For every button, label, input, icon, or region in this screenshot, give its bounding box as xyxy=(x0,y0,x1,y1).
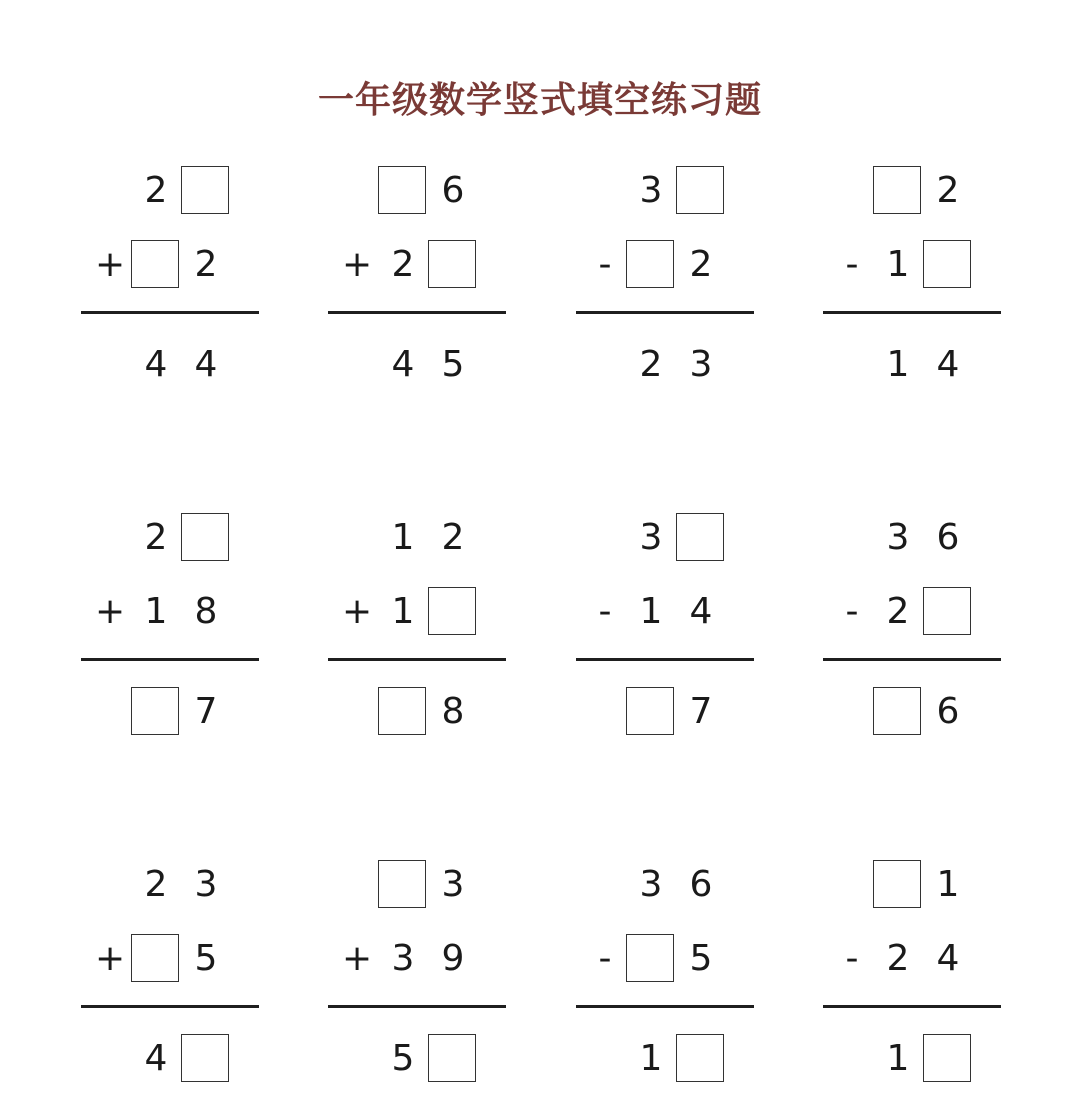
minuend-row xyxy=(81,857,261,913)
plus-sign: + xyxy=(95,591,126,632)
tens-digit: 1 xyxy=(391,517,415,558)
ones-digit: 4 xyxy=(689,591,713,632)
answer-box[interactable] xyxy=(428,1034,476,1082)
vertical-problem xyxy=(81,163,261,403)
result-row xyxy=(576,1031,756,1087)
answer-box[interactable] xyxy=(676,513,724,561)
sum-line xyxy=(823,311,1001,314)
tens-digit: 5 xyxy=(391,1038,415,1079)
result-row xyxy=(328,684,508,740)
minus-sign: - xyxy=(845,244,859,285)
vertical-problem xyxy=(823,857,1003,1097)
ones-digit: 6 xyxy=(936,517,960,558)
result-row xyxy=(81,1031,261,1087)
ones-digit: 7 xyxy=(689,691,713,732)
ones-digit: 6 xyxy=(936,691,960,732)
result-row xyxy=(328,337,508,393)
operand-row xyxy=(823,237,1003,293)
ones-digit: 9 xyxy=(441,938,465,979)
operand-row xyxy=(823,584,1003,640)
operand-row xyxy=(823,931,1003,987)
tens-digit: 1 xyxy=(144,591,168,632)
vertical-problem xyxy=(328,163,508,403)
minuend-row xyxy=(823,857,1003,913)
answer-box[interactable] xyxy=(131,934,179,982)
vertical-problem xyxy=(81,857,261,1097)
ones-digit: 8 xyxy=(441,691,465,732)
answer-box[interactable] xyxy=(181,166,229,214)
operand-row xyxy=(81,931,261,987)
sum-line xyxy=(576,658,754,661)
sum-line xyxy=(81,1005,259,1008)
ones-digit: 5 xyxy=(194,938,218,979)
answer-box[interactable] xyxy=(428,240,476,288)
tens-digit: 2 xyxy=(144,170,168,211)
sum-line xyxy=(328,658,506,661)
sum-line xyxy=(823,658,1001,661)
minus-sign: - xyxy=(845,591,859,632)
minus-sign: - xyxy=(598,244,612,285)
sum-line xyxy=(576,1005,754,1008)
tens-digit: 4 xyxy=(144,344,168,385)
result-row xyxy=(823,337,1003,393)
tens-digit: 3 xyxy=(391,938,415,979)
answer-box[interactable] xyxy=(923,587,971,635)
tens-digit: 4 xyxy=(391,344,415,385)
operand-row xyxy=(576,584,756,640)
vertical-problem xyxy=(823,163,1003,403)
vertical-problem xyxy=(328,857,508,1097)
ones-digit: 5 xyxy=(441,344,465,385)
tens-digit: 2 xyxy=(886,938,910,979)
answer-box[interactable] xyxy=(378,860,426,908)
sum-line xyxy=(81,658,259,661)
answer-box[interactable] xyxy=(626,687,674,735)
answer-box[interactable] xyxy=(378,166,426,214)
answer-box[interactable] xyxy=(181,1034,229,1082)
tens-digit: 2 xyxy=(144,864,168,905)
answer-box[interactable] xyxy=(378,687,426,735)
answer-box[interactable] xyxy=(428,587,476,635)
operand-row xyxy=(576,931,756,987)
result-row xyxy=(823,684,1003,740)
ones-digit: 2 xyxy=(441,517,465,558)
minus-sign: - xyxy=(845,938,859,979)
tens-digit: 2 xyxy=(639,344,663,385)
result-row xyxy=(576,684,756,740)
ones-digit: 4 xyxy=(936,938,960,979)
ones-digit: 3 xyxy=(194,864,218,905)
ones-digit: 3 xyxy=(441,864,465,905)
vertical-problem xyxy=(823,510,1003,750)
sum-line xyxy=(576,311,754,314)
tens-digit: 3 xyxy=(639,517,663,558)
tens-digit: 1 xyxy=(886,1038,910,1079)
plus-sign: + xyxy=(342,938,373,979)
result-row xyxy=(576,337,756,393)
plus-sign: + xyxy=(95,938,126,979)
plus-sign: + xyxy=(342,244,373,285)
worksheet-title: 一年级数学竖式填空练习题 xyxy=(317,79,762,121)
answer-box[interactable] xyxy=(923,1034,971,1082)
operand-row xyxy=(576,237,756,293)
minuend-row xyxy=(81,163,261,219)
vertical-problem xyxy=(328,510,508,750)
tens-digit: 2 xyxy=(886,591,910,632)
answer-box[interactable] xyxy=(676,166,724,214)
tens-digit: 1 xyxy=(391,591,415,632)
ones-digit: 4 xyxy=(936,344,960,385)
ones-digit: 1 xyxy=(936,864,960,905)
answer-box[interactable] xyxy=(181,513,229,561)
tens-digit: 3 xyxy=(886,517,910,558)
ones-digit: 5 xyxy=(689,938,713,979)
operand-row xyxy=(328,931,508,987)
ones-digit: 2 xyxy=(936,170,960,211)
minuend-row xyxy=(328,163,508,219)
ones-digit: 4 xyxy=(194,344,218,385)
operand-row xyxy=(81,584,261,640)
minuend-row xyxy=(823,510,1003,566)
tens-digit: 4 xyxy=(144,1038,168,1079)
minuend-row xyxy=(576,510,756,566)
ones-digit: 6 xyxy=(689,864,713,905)
tens-digit: 2 xyxy=(144,517,168,558)
minus-sign: - xyxy=(598,938,612,979)
result-row xyxy=(81,337,261,393)
tens-digit: 3 xyxy=(639,170,663,211)
result-row xyxy=(81,684,261,740)
vertical-problem xyxy=(576,163,756,403)
answer-box[interactable] xyxy=(626,934,674,982)
answer-box[interactable] xyxy=(923,240,971,288)
answer-box[interactable] xyxy=(873,687,921,735)
tens-digit: 1 xyxy=(639,591,663,632)
sum-line xyxy=(328,311,506,314)
answer-box[interactable] xyxy=(873,166,921,214)
minuend-row xyxy=(823,163,1003,219)
ones-digit: 8 xyxy=(194,591,218,632)
tens-digit: 1 xyxy=(639,1038,663,1079)
plus-sign: + xyxy=(342,591,373,632)
tens-digit: 2 xyxy=(391,244,415,285)
ones-digit: 6 xyxy=(441,170,465,211)
sum-line xyxy=(823,1005,1001,1008)
tens-digit: 1 xyxy=(886,344,910,385)
minuend-row xyxy=(81,510,261,566)
ones-digit: 2 xyxy=(194,244,218,285)
answer-box[interactable] xyxy=(873,860,921,908)
tens-digit: 1 xyxy=(886,244,910,285)
tens-digit: 3 xyxy=(639,864,663,905)
vertical-problem xyxy=(576,510,756,750)
ones-digit: 2 xyxy=(689,244,713,285)
answer-box[interactable] xyxy=(676,1034,724,1082)
operand-row xyxy=(328,584,508,640)
operand-row xyxy=(81,237,261,293)
vertical-problem xyxy=(81,510,261,750)
minus-sign: - xyxy=(598,591,612,632)
sum-line xyxy=(81,311,259,314)
answer-box[interactable] xyxy=(626,240,674,288)
ones-digit: 7 xyxy=(194,691,218,732)
minuend-row xyxy=(328,510,508,566)
sum-line xyxy=(328,1005,506,1008)
vertical-problem xyxy=(576,857,756,1097)
minuend-row xyxy=(328,857,508,913)
minuend-row xyxy=(576,857,756,913)
ones-digit: 3 xyxy=(689,344,713,385)
result-row xyxy=(823,1031,1003,1087)
answer-box[interactable] xyxy=(131,240,179,288)
minuend-row xyxy=(576,163,756,219)
result-row xyxy=(328,1031,508,1087)
operand-row xyxy=(328,237,508,293)
answer-box[interactable] xyxy=(131,687,179,735)
plus-sign: + xyxy=(95,244,126,285)
